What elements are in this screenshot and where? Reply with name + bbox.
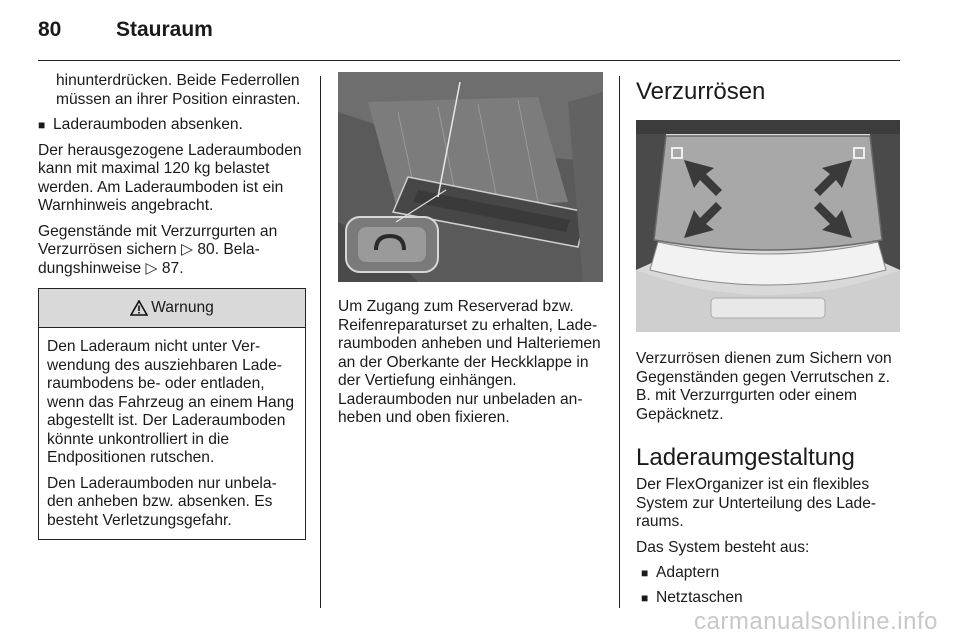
page-reference[interactable]: 80 — [197, 241, 215, 258]
square-bullet-icon: ■ — [38, 118, 46, 132]
square-bullet-icon: ■ — [641, 590, 649, 605]
warning-paragraph: Den Laderaum nicht unter Verwendung des ausziehbaren Laderaumbodens be- oder entladen, wenn das Fahrzeug an einem Hang abgestellt ist. Der Laderaumboden könnte unkontrolliert in die Endpositionen rutschen. — [47, 338, 295, 466]
section-heading: Verzurrösen — [636, 78, 766, 105]
bullet-text: Laderaumboden absenken. — [53, 116, 243, 133]
header-rule — [38, 60, 900, 61]
warning-paragraph: Den Laderaumboden nur unbeladen anheben bzw. absenken. Es besteht Verletzungsgefahr. — [47, 474, 277, 529]
column-middle — [338, 72, 604, 435]
paragraph: Der herausgezogene Laderaumboden kann mit maximal 120 kg belastet werden. Am Laderaumboden ist ein Warnhinweis angebracht. — [38, 141, 302, 214]
bullet-text: Netztaschen — [656, 588, 743, 606]
bullet-item — [38, 116, 306, 135]
paragraph-text: . Beladungshinweise — [38, 241, 260, 277]
warning-triangle-icon — [130, 300, 148, 316]
paragraph: Verzurrösen dienen zum Sichern von Gegenständen gegen Verrutschen z. B. mit Verzurrgurten oder einem Gepäcknetz. — [636, 350, 892, 423]
warning-body — [39, 328, 305, 539]
warning-title: Warnung — [151, 298, 214, 316]
paragraph-text: Gegenstände mit Verzurrgurten an Verzurrösen sichern — [38, 222, 278, 258]
paragraph-text: . — [179, 259, 184, 277]
page-reference[interactable]: 87 — [161, 259, 180, 277]
reference-arrow-icon: ▷ — [181, 241, 194, 258]
paragraph: hinunterdrücken. Beide Federrollen müssen an ihrer Position einrasten. — [56, 72, 301, 108]
paragraph: Um Zugang zum Reserverad bzw. Reifenreparaturset zu erhalten, Laderaumboden anheben und Halteriemen an der Oberkante der Heckklappe in der Vertiefung einhängen. Laderaumboden nur unbeladen anheben und oben fixieren. — [338, 298, 601, 426]
paragraph: Das System besteht aus: — [636, 538, 810, 556]
warning-header — [39, 289, 305, 328]
bullet-item — [636, 564, 904, 583]
square-bullet-icon: ■ — [641, 566, 649, 580]
reference-arrow-icon: ▷ — [145, 259, 158, 277]
paragraph-with-refs — [38, 223, 306, 279]
column-divider — [619, 76, 620, 608]
bullet-text: Adaptern — [656, 564, 720, 581]
watermark: carmanualsonline.info — [694, 608, 938, 635]
page-title: Stauraum — [116, 18, 213, 41]
warning-box — [38, 288, 306, 540]
column-right — [636, 72, 904, 607]
trunk-floor-raised-illustration — [338, 72, 603, 282]
lashing-eyes-illustration — [636, 120, 900, 332]
page-number: 80 — [38, 18, 62, 41]
column-left — [38, 72, 306, 540]
bullet-item — [636, 589, 904, 608]
section-heading: Laderaumgestaltung — [636, 444, 855, 471]
paragraph: Der FlexOrganizer ist ein flexibles System zur Unterteilung des Laderaums. — [636, 476, 877, 530]
column-divider — [320, 76, 321, 608]
